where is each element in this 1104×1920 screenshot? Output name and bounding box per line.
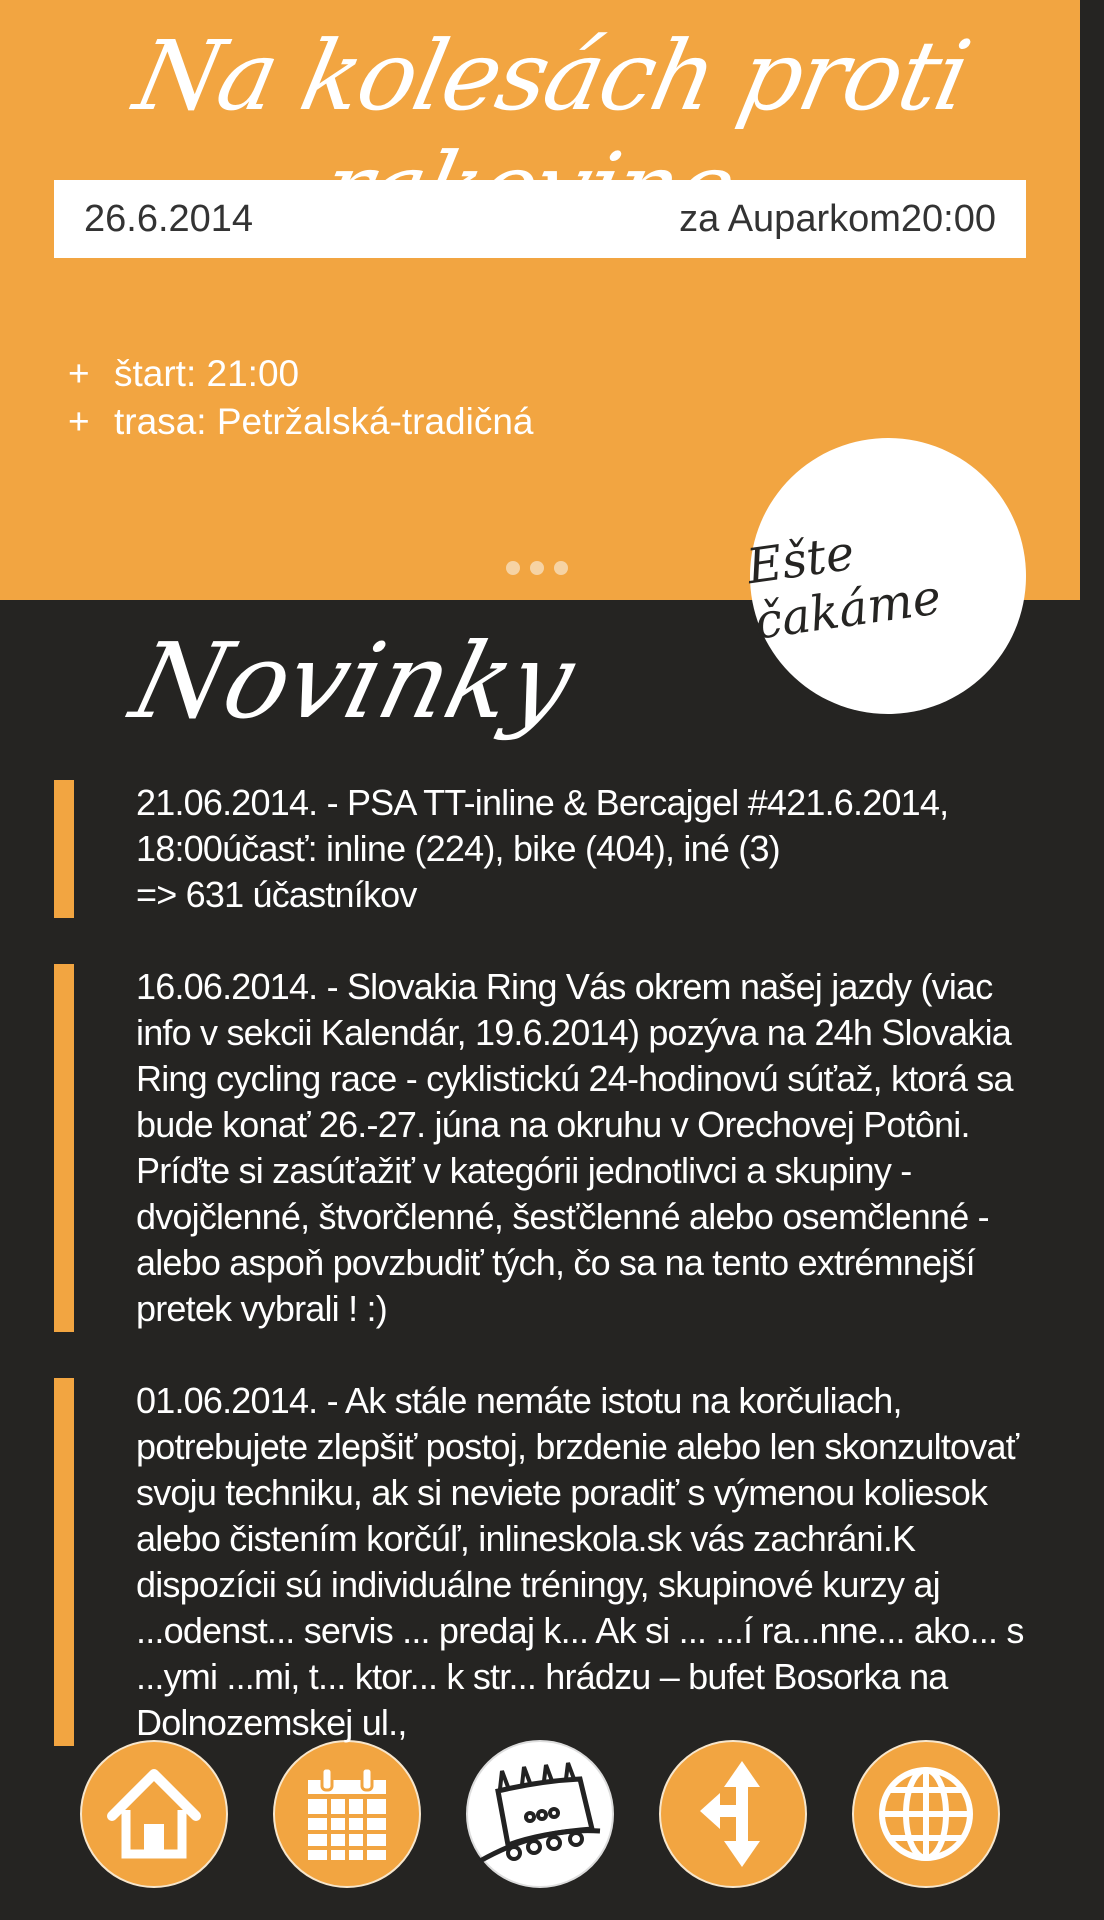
carousel-dot[interactable] bbox=[554, 561, 568, 575]
page-title: Na kolesách proti bbox=[125, 20, 978, 132]
nav-web-button[interactable] bbox=[852, 1740, 1000, 1888]
detail-start bbox=[68, 350, 534, 398]
event-place-time: za Auparkom20:00 bbox=[679, 197, 996, 240]
carousel-dot[interactable] bbox=[506, 561, 520, 575]
news-item[interactable] bbox=[54, 780, 1044, 918]
event-details bbox=[68, 350, 534, 446]
nav-calendar-button[interactable] bbox=[273, 1740, 421, 1888]
news-item[interactable] bbox=[54, 1378, 1044, 1746]
event-date: 26.6.2014 bbox=[84, 197, 254, 240]
news-list[interactable] bbox=[54, 780, 1044, 1743]
route-arrows-icon bbox=[698, 1759, 768, 1869]
bottom-nav bbox=[80, 1740, 1000, 1888]
globe-icon bbox=[876, 1764, 976, 1864]
carousel-dot[interactable] bbox=[530, 561, 544, 575]
news-text: 01.06.2014. - Ak stále nemáte istotu na korčuliach, potrebujete zlepšiť postoj, brzdenie alebo len skonzultovať svoju techniku, ak si neviete poradiť s výmenou koliesok alebo čistením korčúľ, inlineskola.sk vás zachráni.K dispozícii sú individuálne tréningy, skupinové kurzy aj ...odenst... servis ... predaj k... Ak si ... ...í ra...nne... ako... s ...ymi ...mi, t... ktor... k str... hrádzu – bufet Bosorka na Dolnozemskej ul., bbox=[136, 1380, 1024, 1743]
nav-home-button[interactable] bbox=[80, 1740, 228, 1888]
news-text: 21.06.2014. - PSA TT-inline & Bercajgel #421.6.2014, 18:00účasť: inline (224), bike (404), iné (3) => 631 účastníkov bbox=[136, 782, 949, 915]
home-icon bbox=[104, 1764, 204, 1864]
carousel-dots[interactable] bbox=[506, 561, 568, 575]
detail-text: štart: 21:00 bbox=[114, 353, 300, 394]
detail-route bbox=[68, 398, 534, 446]
calendar-icon bbox=[302, 1764, 392, 1864]
nav-route-button[interactable] bbox=[659, 1740, 807, 1888]
status-badge: Ešte čakáme bbox=[732, 420, 1044, 732]
news-accent-bar bbox=[54, 964, 74, 1332]
plus-icon: + bbox=[68, 353, 90, 394]
news-item[interactable] bbox=[54, 964, 1044, 1332]
plus-icon: + bbox=[68, 401, 90, 442]
nav-skate-button[interactable] bbox=[466, 1740, 614, 1888]
event-info-bar bbox=[54, 180, 1026, 258]
detail-text: trasa: Petržalská-tradičná bbox=[114, 401, 534, 442]
skate-icon bbox=[480, 1759, 600, 1869]
news-accent-bar bbox=[54, 1378, 74, 1746]
news-text: 16.06.2014. - Slovakia Ring Vás okrem našej jazdy (viac info v sekcii Kalendár, 19.6.2014) pozýva na 24h Slovakia Ring cycling race - cyklistickú 24-hodinovú súťaž, ktorá sa bude konať 26.-27. júna na okruhu v Orechovej Potôni. Príďte si zasúťažiť v kategórii jednotlivci a skupiny - dvojčlenné, štvorčlenné, šesťčlenné alebo osemčlenné - alebo aspoň povzbudiť tých, čo sa na tento extrémnejší pretek vybrali ! :) bbox=[136, 966, 1013, 1329]
news-accent-bar bbox=[54, 780, 74, 918]
news-heading: Novinky bbox=[120, 620, 586, 742]
